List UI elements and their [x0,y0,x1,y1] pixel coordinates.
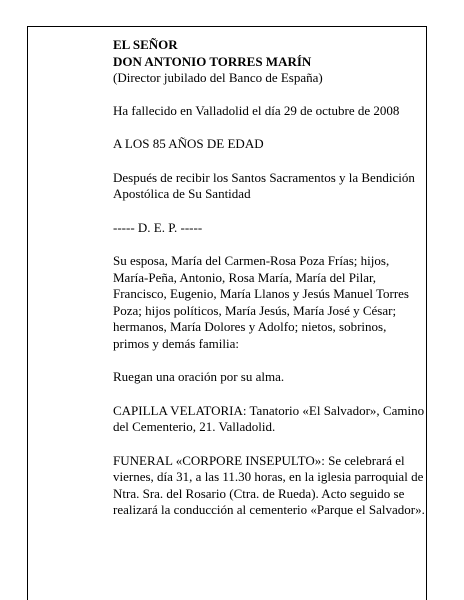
death-statement: Ha fallecido en Valladolid el día 29 de octubre de 2008 [113,102,400,118]
deceased-name: DON ANTONIO TORRES MARÍN [113,53,312,69]
obituary-notice [113,37,425,519]
age-statement: A LOS 85 AÑOS DE EDAD [113,136,264,151]
rip-line: ----- D. E. P. ----- [113,219,203,235]
sacraments-statement: Después de recibir los Santos Sacramentos y la Bendición Apostólica de Su Santidad [113,169,415,201]
prayer-request: Ruegan una oración por su alma. [113,369,285,384]
deceased-subtitle: (Director jubilado del Banco de España) [113,70,323,85]
chapel-info: CAPILLA VELATORIA: Tanatorio «El Salvador», Camino del Cementerio, 21. Valladolid. [113,402,425,434]
funeral-info: FUNERAL «CORPORE INSEPULTO»: Se celebrará el viernes, día 31, a las 11.30 horas, en la iglesia parroquial de Ntra. Sra. del Rosario (Ctra. de Rueda). Acto seguido se realizará la conducción al cementerio «Parque el Salvador». [113,452,425,517]
deceased-title: EL SEÑOR [113,37,178,52]
family-list: Su esposa, María del Carmen-Rosa Poza Frías; hijos, María-Peña, Antonio, Rosa María, María del Pilar, Francisco, Eugenio, María Llanos y Jesús Manuel Torres Poza; hijos políticos, María Jesús, María José y César; hermanos, María Dolores y Adolfo; nietos, sobrinos, primos y demás familia: [113,253,409,351]
